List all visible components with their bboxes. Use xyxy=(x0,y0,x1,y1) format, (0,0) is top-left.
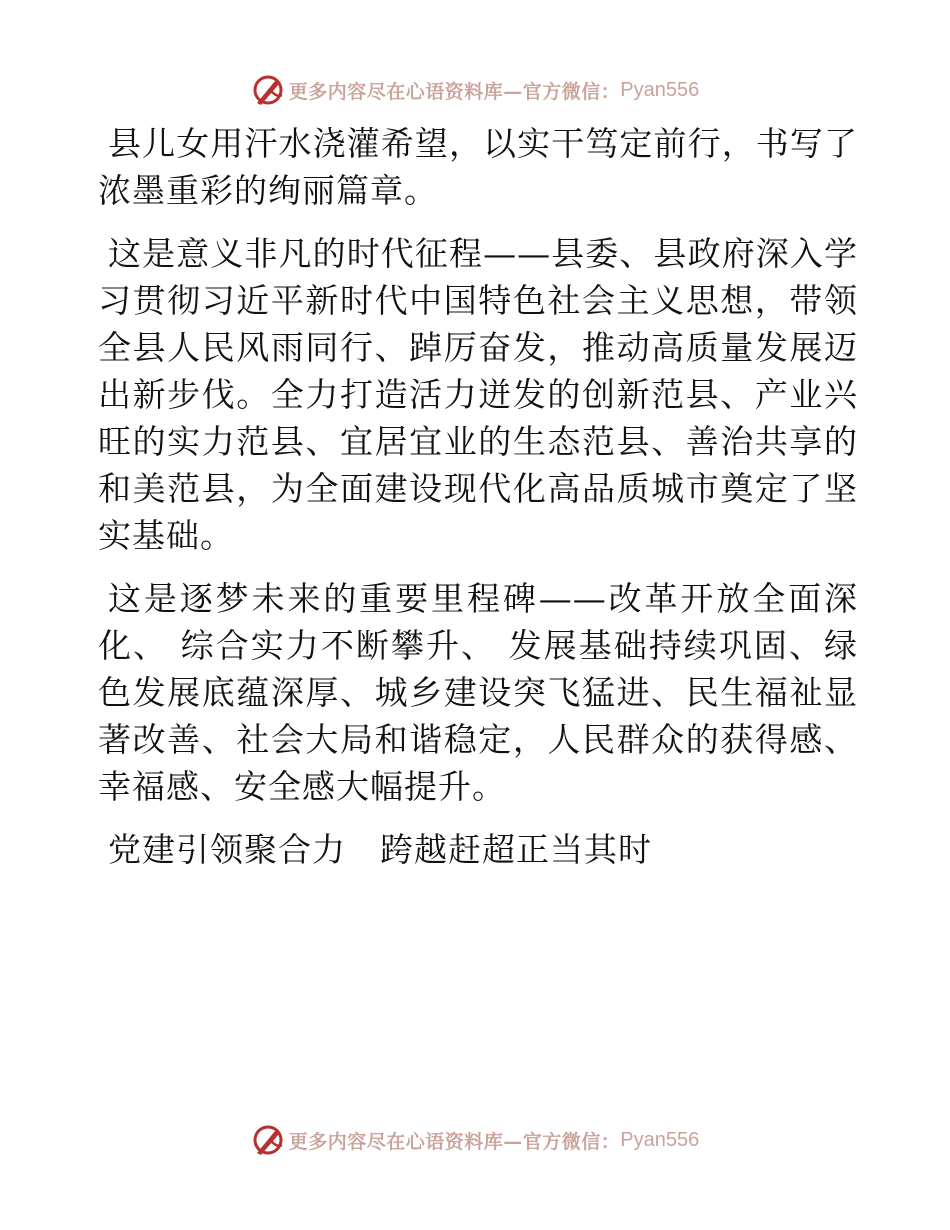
paragraph-3: 这是逐梦未来的重要里程碑——改革开放全面深化、 综合实力不断攀升、 发展基础持续巩固、绿色发展底蕴深厚、城乡建设突飞猛进、民生福祉显著改善、社会大局和谐稳定，人民群众的获得感、幸福感、安全感大幅提升。 xyxy=(98,579,858,806)
paragraph-1: 县儿女用汗水浇灌希望，以实干笃定前行，书写了浓墨重彩的绚丽篇章。 xyxy=(98,124,858,210)
watermark-id: Pyan556 xyxy=(620,1128,700,1151)
watermark-text: 更多内容尽在心语资料库—官方微信： xyxy=(288,1130,621,1153)
pen-logo-icon xyxy=(251,1123,285,1157)
pen-logo-icon xyxy=(251,73,285,107)
section-heading: 党建引领聚合力 跨越赶超正当其时 xyxy=(108,830,652,869)
watermark-text: 更多内容尽在心语资料库—官方微信： xyxy=(288,80,621,103)
document-body xyxy=(98,120,858,873)
footer-watermark xyxy=(0,1120,950,1160)
watermark-id: Pyan556 xyxy=(620,78,700,101)
header-watermark xyxy=(0,70,950,110)
paragraph-2: 这是意义非凡的时代征程——县委、县政府深入学习贯彻习近平新时代中国特色社会主义思想，带领全县人民风雨同行、踔厉奋发，推动高质量发展迈出新步伐。全力打造活力迸发的创新范县、产业兴旺的实力范县、宜居宜业的生态范县、善治共享的和美范县，为全面建设现代化高品质城市奠定了坚实基础。 xyxy=(98,234,858,555)
